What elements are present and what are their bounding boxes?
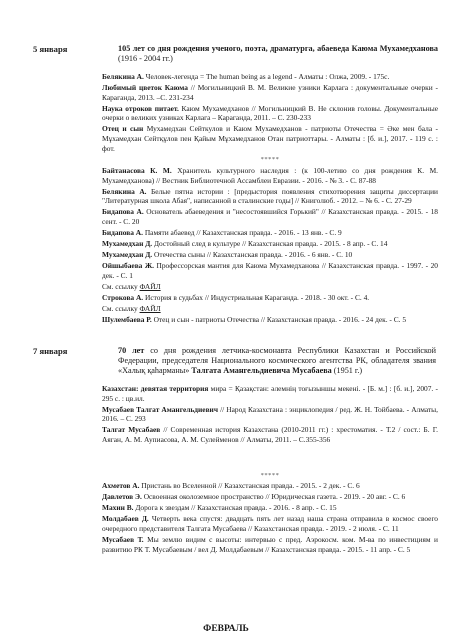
bibliography-entry (102, 250, 438, 260)
next-month-heading: ФЕВРАЛЬ (203, 624, 249, 634)
entry-author: Давлетов Э. (102, 492, 142, 502)
entry-text: Профессорская мантия для Каюма Мухамедханова // Казахстанская правда. - 1997. - 20 дек. - С. 1 (102, 261, 438, 280)
bibliography-entry (102, 492, 438, 502)
entry-text: Каюм Мухамедханов // Могильницкий В. Не склонив головы. Документальные очерки о великих узниках Карлага – Караганда, 2011. – С. 230-233 (102, 103, 438, 123)
entry-text: Отец и сын - патриоты Отечества // Казахстанская правда. - 2016. - 24 дек. - С. 5 (151, 315, 407, 325)
entry-text: // Современная история Казахстана (2010-2011 гг.) : хрестоматия. - Т.2 / сост.: Б. Г. Аяган, А. М. Аупиасова, А. М. Сулейменов // Алматы, 2011. – С.355-356 (102, 425, 438, 444)
entry-author: Строкова А. (102, 293, 144, 303)
bibliography-entry (102, 72, 438, 82)
bibliography-entry (102, 425, 438, 444)
bibliography-entry (102, 293, 438, 303)
file-link[interactable]: ФАЙЛ (139, 282, 161, 292)
entry-text: Пристань во Вселенной // Казахстанская правда. - 2015. - 2 дек. - С. 6 (139, 481, 360, 490)
bibliography-entry (102, 83, 438, 102)
bibliography-entry (102, 481, 438, 491)
entry-text: Четверть века спустя: двадцать пять лет назад наша страна отправила в космос своего очередного представителя Талгата Мусабаева // Казахстанская правда. - 2019. - 2 июля. - С. 11 (102, 514, 439, 533)
entry-text: Мухамедхан Сейткулов и Каюм Мухамедханов - патриоты Отечества = Әке мен бала - Мұхамедхан Сейтқұлов пен Қайым Мұхамедханов Отан патриоттары. - Алматы : [б. и.], 2017. - 119 с. : фот. (102, 124, 438, 153)
entry-author: Талгат Мусабаев (102, 425, 161, 435)
entry-author: Отец и сын (102, 124, 144, 134)
entry-text: мира = Қазақстан: әлемнің тоғызыншы мекені. - [Б. м.] : [б. и.], 2007. - 295 с. : цв.ил. (102, 384, 438, 403)
bibliography-entry (102, 282, 438, 292)
entry-text: Основатель абаеведения и "несостоявшийся Горький" // Казахстанская правда. - 2015. - 18 сент. - С. 20 (102, 207, 438, 226)
entry-author: Бидапова А. (102, 228, 143, 238)
bibliography-entry (102, 503, 438, 513)
section-separator: ***** (260, 472, 280, 479)
entry-author: Махин В. (102, 503, 134, 513)
entry-author: Казахстан: девятая территория (102, 384, 209, 393)
entry-text: Дорога к звездам // Казахстанская правда. - 2016. - 8 апр. - С. 15 (133, 503, 337, 513)
bibliography-entry (102, 166, 438, 185)
event-lead: 105 лет со дня рождения ученого, поэта, драматурга, абаеведа Каюма Мухамедханова (118, 44, 438, 53)
entry-text[interactable]: См. ссылку (102, 282, 140, 292)
entry-text: Освоенная околоземное пространство // Юридическая газета. - 2019. - 20 авг. - С. 6 (141, 492, 406, 502)
entry-text: Человек-легенда = The human being as a legend - Алматы : Олжа, 2009. - 175с. (143, 72, 390, 81)
entry-author: Мухамедхан Д. (102, 239, 153, 249)
entry-text: Отечества сыны // Казахстанская правда. - 2016. - 6 янв. - С. 10 (152, 250, 353, 260)
event-years: (1916 - 2004 гг.) (118, 54, 173, 63)
bibliography-entry (102, 315, 438, 325)
bibliography-entry (102, 261, 438, 280)
entry-text: История в судьбах // Индустриальная Караганда. - 2018. - 30 окт. - С. 4. (143, 293, 370, 303)
entry-text: // Народ Казахстана : энциклопедия / ред. Ж. Н. Тойбаева. - Алматы, 2016. – С. 293 (102, 404, 438, 424)
section-separator: ***** (260, 156, 280, 163)
entry-text: Мы землю видим с высоты: интервью с пред. Аэрокосм. ком. М-ва по инвестициям и развитию РК Т. Мусабаевым / вел Д. Молдабаевым // Казахстанская правда. - 2015. - 11 апр. - С. 5 (102, 534, 438, 554)
entry-author: Бидапова А. (102, 207, 144, 217)
bibliography-list-articles-1 (102, 166, 438, 326)
entry-author: Шулембаева Р. (102, 315, 152, 325)
entry-author: Мусабаев Т. (102, 534, 144, 544)
bibliography-entry (102, 187, 438, 206)
date-label: 5 января (33, 44, 68, 54)
bibliography-entry (102, 104, 438, 123)
entry-author: Ойшыбаева Ж. (102, 261, 155, 271)
entry-text: Памяти абаевед // Казахстанская правда. - 2016. - 13 янв. - С. 9 (142, 228, 342, 238)
entry-author: Ахметов А. (102, 481, 140, 490)
bibliography-entry (102, 535, 438, 554)
bibliography-entry (102, 239, 438, 249)
entry-text: Достойный след в культуре // Казахстанская правда. - 2015. - 8 апр. - С. 14 (152, 239, 388, 249)
entry-author: Мусабаев Талгат Амангельдиевич (102, 404, 218, 414)
entry-text[interactable]: См. ссылку (102, 304, 140, 314)
date-label: 7 января (33, 346, 68, 356)
file-link[interactable]: ФАЙЛ (139, 304, 161, 314)
entry-author: Белякина А. (102, 72, 144, 81)
bibliography-entry (102, 228, 438, 238)
event-description (118, 346, 436, 376)
bibliography-entry (102, 384, 438, 403)
entry-text: Хранитель культурного наследия : (к 100-летию со дня рождения К. М. Мухамедханова) // Вестник Библиотечной Ассамблеи Евразии. - 2016. - № 3. - С. 87-88 (102, 166, 438, 185)
entry-author: Белякина А. (102, 186, 147, 196)
entry-author: Байтанасова К. М. (102, 166, 172, 175)
event-person: Талгата Амангельдиевича Мусабаева (189, 366, 332, 375)
event-years: (1951 г.) (331, 366, 363, 375)
event-description (118, 44, 438, 64)
entry-author: Наука отроков питает. (102, 103, 179, 113)
bibliography-entry (102, 405, 438, 424)
event-text: со дня рождения летчика-космонавта Республики Казахстан и Российской Федерации, председателя Национального космического агентства РК, обладателя звания «Халық қаһарманы» (118, 346, 437, 375)
entry-author: Мухамедхан Д. (102, 250, 153, 260)
bibliography-entry (102, 304, 438, 314)
bibliography-entry (102, 124, 438, 153)
entry-author: Любимый цветок Каюма (102, 83, 188, 93)
bibliography-list-books-2 (102, 384, 438, 446)
entry-text: Белые пятна истории : [предыстория появления стихотворения защиты диссертации "Литературная школа Абая", написанной в сталинские годы] // Книголюб. - 2012. – № 6. - С. 27-29 (102, 186, 438, 206)
bibliography-list-books-1 (102, 72, 438, 155)
entry-text: // Могильницкий В. М. Великие узники Карлага : документальные очерки - Караганда, 2013. –С. 231-234 (102, 83, 438, 102)
bibliography-entry (102, 207, 438, 226)
event-lead: 70 лет (118, 346, 145, 355)
bibliography-list-articles-2 (102, 481, 438, 556)
entry-author: Молдабаев Д. (102, 514, 149, 524)
bibliography-entry (102, 514, 438, 533)
